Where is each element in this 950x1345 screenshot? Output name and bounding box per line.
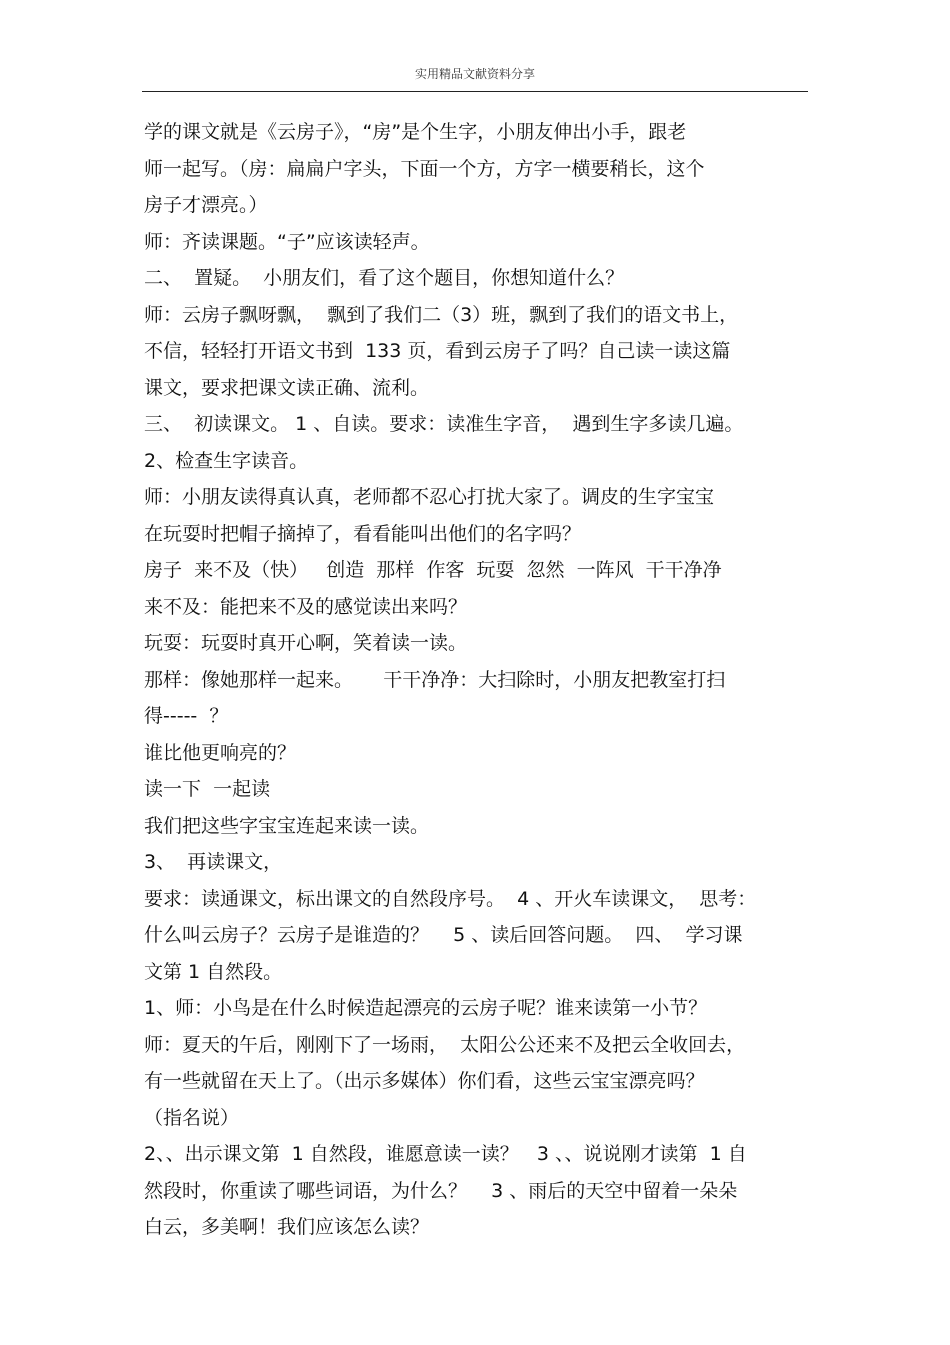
- text-line: 2、检查生字读音。: [144, 449, 309, 472]
- text-line: 然段时，你重读了哪些词语，为什么？ 3 、雨后的天空中留着一朵朵: [144, 1179, 738, 1202]
- text-line: 在玩耍时把帽子摘掉了，看看能叫出他们的名字吗？: [144, 522, 582, 545]
- text-line: 谁比他更响亮的？: [144, 741, 297, 764]
- text-line: 读一下 一起读: [144, 778, 271, 800]
- text-line: 玩耍：玩耍时真开心啊，笑着读一读。: [144, 632, 468, 654]
- text-line: 不信，轻轻打开语文书到 133 页，看到云房子了吗？自己读一读这篇: [144, 340, 731, 362]
- text-line: 学的课文就是《云房子》，“房”是个生字，小朋友伸出小手，跟老: [144, 121, 687, 143]
- text-line: 2、、出示课文第 1 自然段，谁愿意读一读？ 3 、、说说刚才读第 1 自: [144, 1143, 747, 1165]
- text-line: 师：云房子飘呀飘， 飘到了我们二（3）班，飘到了我们的语文书上，: [144, 303, 739, 326]
- text-line: 得----- ？: [144, 705, 229, 727]
- text-line: 课文，要求把课文读正确、流利。: [144, 376, 430, 399]
- text-line: 那样：像她那样一起来。 干干净净：大扫除时，小朋友把教室打扫: [144, 668, 726, 691]
- page-header: 实用精品文献资料分享: [414, 67, 535, 81]
- text-line: 白云，多美啊！我们应该怎么读？: [144, 1216, 430, 1238]
- text-line: 房子才漂亮。）: [144, 194, 268, 216]
- text-line: 三、 初读课文。 1 、自读。要求：读准生字音， 遇到生字多读几遍。: [144, 413, 744, 435]
- text-line: 师：小朋友读得真认真，老师都不忍心打扰大家了。调皮的生字宝宝: [144, 486, 715, 508]
- text-line: 师：夏天的午后，刚刚下了一场雨， 太阳公公还来不及把云全收回去，: [144, 1033, 746, 1056]
- text-line: 文第 1 自然段。: [144, 960, 283, 983]
- text-line: 1、师：小鸟是在什么时候造起漂亮的云房子呢？谁来读第一小节？: [144, 997, 708, 1019]
- text-line: 有一些就留在天上了。（出示多媒体）你们看，这些云宝宝漂亮吗？: [144, 1070, 705, 1092]
- text-line: 什么叫云房子？云房子是谁造的？ 5 、读后回答问题。 四、 学习课: [144, 924, 743, 946]
- text-line: 要求：读通课文，标出课文的自然段序号。 4 、开火车读课文， 思考：: [144, 887, 757, 910]
- document-body: [144, 114, 814, 1246]
- text-line: 二、 置疑。 小朋友们，看了这个题目，你想知道什么？: [144, 267, 625, 289]
- text-line: 房子 来不及（快） 创造 那样 作客 玩耍 忽然 一阵风 干干净净: [144, 559, 722, 581]
- header-rule: [142, 91, 808, 92]
- text-line: 师一起写。（房：扁扁户字头，下面一个方，方字一横要稍长，这个: [144, 157, 705, 180]
- text-line: 师：齐读课题。“子”应该读轻声。: [144, 230, 430, 253]
- text-line: 3、 再读课文，: [144, 851, 283, 873]
- text-line: 我们把这些字宝宝连起来读一读。: [144, 814, 430, 837]
- text-line: 来不及：能把来不及的感觉读出来吗？: [144, 595, 468, 618]
- text-line: （指名说）: [144, 1106, 240, 1129]
